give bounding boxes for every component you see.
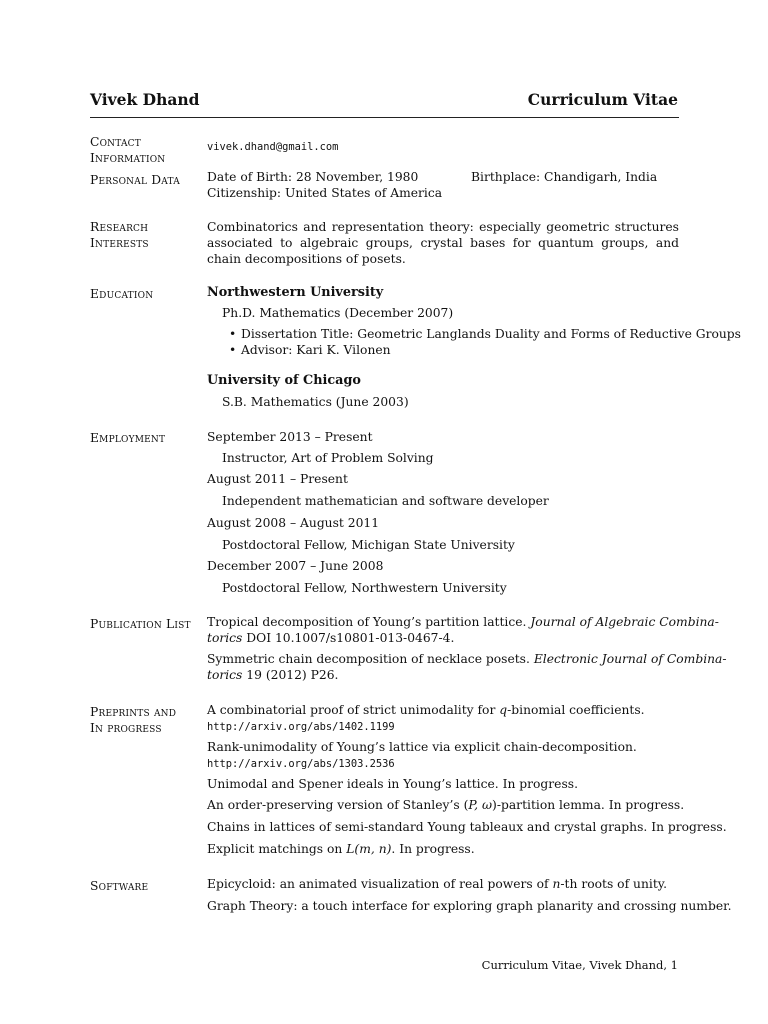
preprint-text: -binomial coefficients. bbox=[507, 703, 645, 717]
preprint-6 bbox=[207, 842, 475, 858]
math-var: q bbox=[499, 703, 508, 717]
math-var: n bbox=[552, 877, 561, 891]
preprint-5: Chains in lattices of semi-standard Young tableaux and crystal graphs. In progress. bbox=[207, 820, 727, 834]
publication-1-line-2 bbox=[207, 631, 454, 647]
research-interests-text: Combinatorics and representation theory: especially geometric structures associated to algebraic groups, crystal bases for quantum groups, and chain decompositions of posets. bbox=[207, 220, 679, 266]
preprint-text: An order-preserving version of Stanley’s ( bbox=[207, 798, 469, 812]
job-period: August 2008 – August 2011 bbox=[207, 516, 380, 530]
section-label-education: Education bbox=[90, 287, 154, 301]
software-2: Graph Theory: a touch interface for exploring graph planarity and crossing number. bbox=[207, 899, 732, 913]
section-label-employment: Employment bbox=[90, 431, 166, 445]
publication-doi: DOI 10.1007/s10801-013-0467-4. bbox=[246, 631, 455, 645]
contact-email[interactable]: vivek.dhand@gmail.com bbox=[207, 141, 339, 153]
preprint-1-url[interactable]: http://arxiv.org/abs/1402.1199 bbox=[207, 721, 395, 733]
label-line: Research bbox=[90, 220, 149, 234]
publication-2-line-2 bbox=[207, 668, 338, 684]
preprint-text: Explicit matchings on bbox=[207, 842, 347, 856]
label-line: Preprints and bbox=[90, 705, 177, 719]
job-role: Postdoctoral Fellow, Northwestern University bbox=[222, 581, 507, 595]
preprint-2: Rank-unimodality of Young’s lattice via explicit chain-decomposition. bbox=[207, 740, 637, 754]
publication-title: Tropical decomposition of Young’s partition lattice. bbox=[207, 615, 527, 629]
publication-title: Symmetric chain decomposition of necklace posets. bbox=[207, 652, 530, 666]
advisor: Advisor: Kari K. Vilonen bbox=[241, 343, 391, 357]
preprint-1 bbox=[207, 703, 645, 719]
dissertation-title: Dissertation Title: Geometric Langlands Duality and Forms of Reductive Groups bbox=[241, 327, 741, 341]
cv-title: Curriculum Vitae bbox=[527, 90, 678, 109]
degree-phd: Ph.D. Mathematics (December 2007) bbox=[222, 306, 454, 320]
bullet-icon: • bbox=[229, 327, 237, 341]
job-role: Instructor, Art of Problem Solving bbox=[222, 451, 434, 465]
preprint-text: . In progress. bbox=[391, 842, 475, 856]
publication-1-line-1 bbox=[207, 615, 719, 631]
section-label-preprints bbox=[90, 705, 176, 736]
date-of-birth: Date of Birth: 28 November, 1980 bbox=[207, 170, 419, 184]
publication-ref: 19 (2012) P26. bbox=[246, 668, 339, 682]
label-line: Information bbox=[90, 150, 166, 165]
job-role: Independent mathematician and software developer bbox=[222, 494, 549, 508]
bullet-icon: • bbox=[229, 343, 237, 357]
citizenship: Citizenship: United States of America bbox=[207, 186, 443, 200]
preprint-3: Unimodal and Spener ideals in Young’s lattice. In progress. bbox=[207, 777, 578, 791]
publication-journal: torics bbox=[207, 668, 243, 682]
preprint-2-url[interactable]: http://arxiv.org/abs/1303.2536 bbox=[207, 758, 395, 770]
header-rule bbox=[90, 117, 679, 118]
job-role: Postdoctoral Fellow, Michigan State University bbox=[222, 538, 515, 552]
preprint-text: )-partition lemma. In progress. bbox=[492, 798, 685, 812]
software-text: -th roots of unity. bbox=[560, 877, 667, 891]
section-label-publications: Publication List bbox=[90, 617, 191, 631]
label-line: Interests bbox=[90, 235, 149, 250]
school-northwestern: Northwestern University bbox=[207, 285, 384, 300]
label-line: In progress bbox=[90, 720, 162, 735]
publication-journal: Electronic Journal of Combina- bbox=[533, 652, 727, 666]
math-var: L(m, n) bbox=[346, 842, 392, 856]
software-text: Epicycloid: an animated visualization of real powers of bbox=[207, 877, 553, 891]
job-period: August 2011 – Present bbox=[207, 472, 348, 486]
section-label-software: Software bbox=[90, 879, 149, 893]
software-1 bbox=[207, 877, 667, 893]
preprint-text: A combinatorial proof of strict unimodality for bbox=[207, 703, 500, 717]
job-period: December 2007 – June 2008 bbox=[207, 559, 384, 573]
job-period: September 2013 – Present bbox=[207, 430, 373, 444]
section-label-contact bbox=[90, 135, 165, 166]
section-label-personal: Personal Data bbox=[90, 173, 180, 187]
math-var: P, ω bbox=[468, 798, 493, 812]
degree-sb: S.B. Mathematics (June 2003) bbox=[222, 395, 409, 409]
label-line: Contact bbox=[90, 135, 141, 149]
school-chicago: University of Chicago bbox=[207, 373, 361, 388]
page-footer: Curriculum Vitae, Vivek Dhand, 1 bbox=[481, 958, 678, 972]
publication-2-line-1 bbox=[207, 652, 727, 668]
publication-journal: torics bbox=[207, 631, 243, 645]
publication-journal: Journal of Algebraic Combina- bbox=[530, 615, 719, 629]
birthplace: Birthplace: Chandigarh, India bbox=[471, 170, 658, 184]
section-label-research bbox=[90, 220, 149, 251]
cv-owner-name: Vivek Dhand bbox=[90, 90, 200, 109]
preprint-4 bbox=[207, 798, 684, 814]
